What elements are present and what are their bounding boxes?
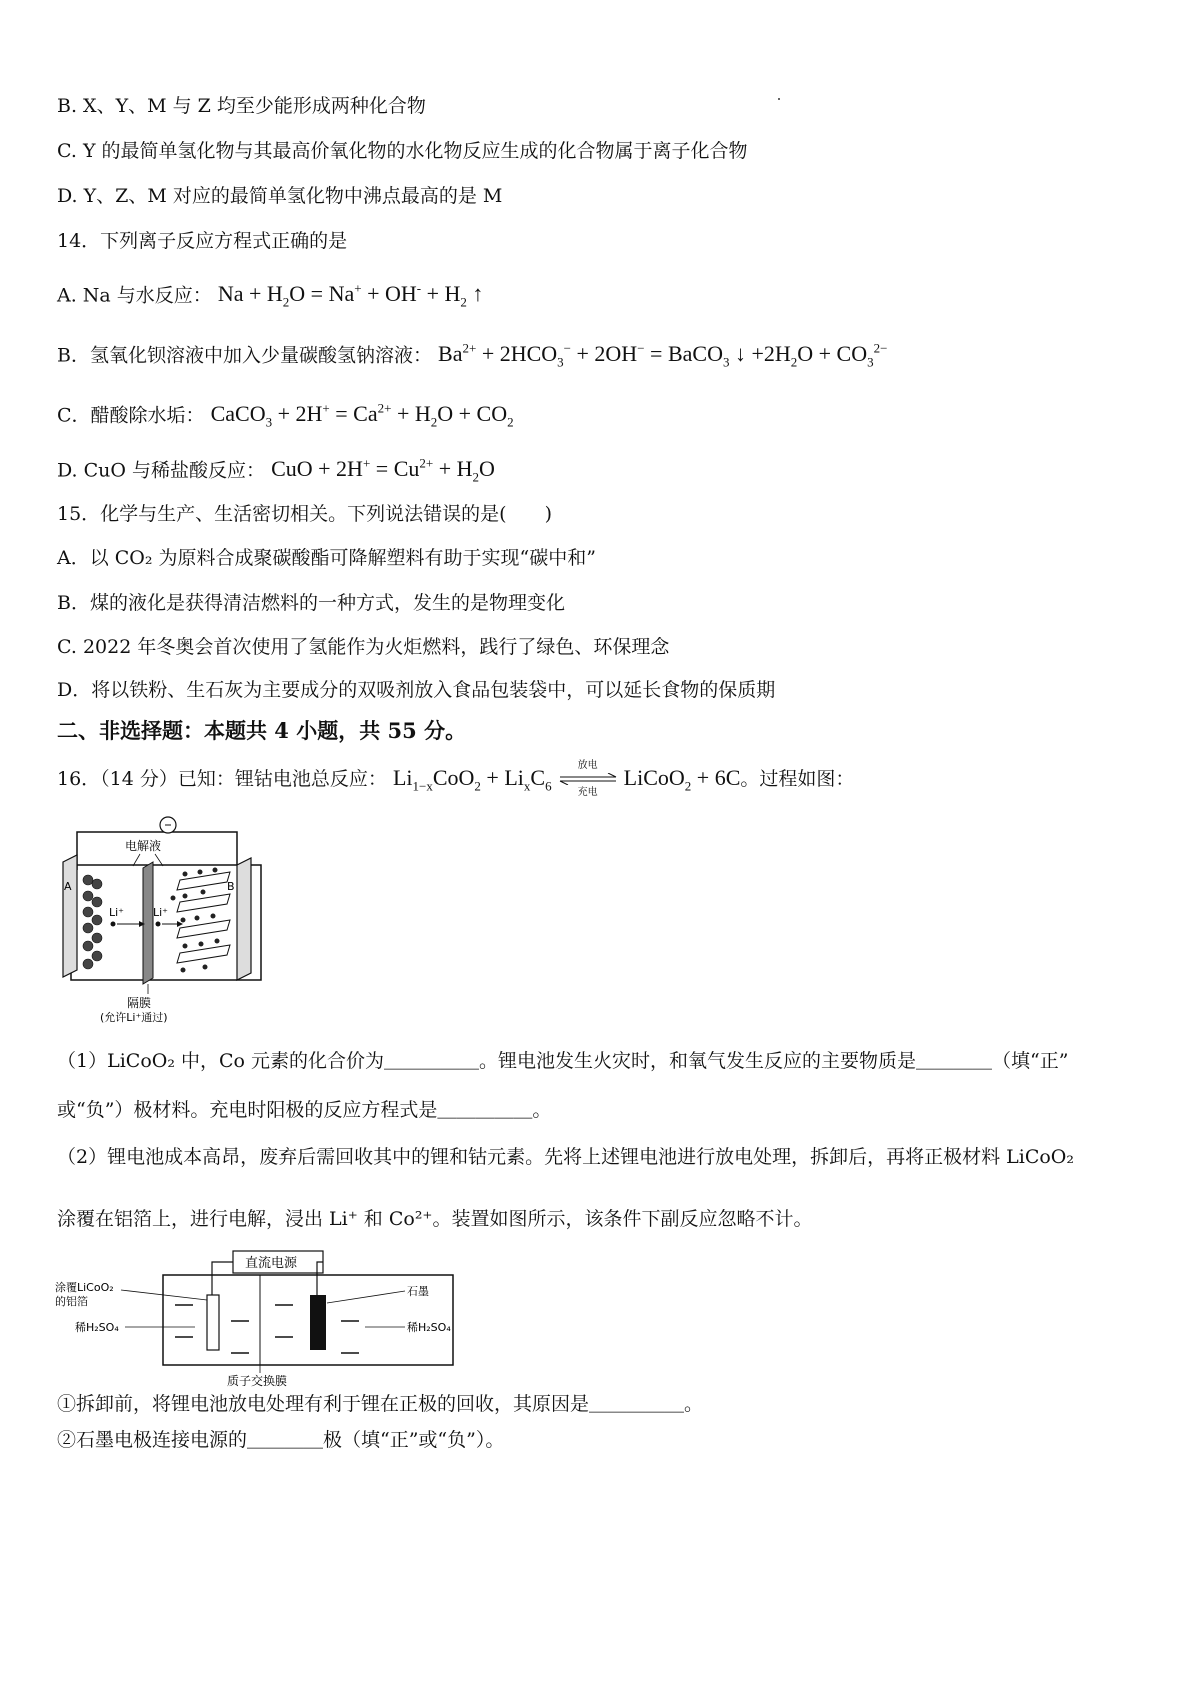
graphite-label: 石墨 [407,1285,429,1298]
q14-option-b [57,336,887,376]
cathode-lattice [83,875,102,969]
left-label-2: 的铝箔 [55,1295,88,1308]
equilibrium-arrow-icon [558,773,618,785]
electrode-a [63,855,77,977]
electrolysis-diagram [55,1245,475,1390]
q13-option-c: C. Y 的最简单氢化物与其最高价氧化物的水化物反应生成的化合物属于离子化合物 [57,140,748,162]
q15-option-b: B．煤的液化是获得清洁燃料的一种方式，发生的是物理变化 [57,592,565,614]
electrode-b-label: B [227,880,235,893]
q16-intro-suffix: 。过程如图： [740,768,855,790]
arrow-top-label: 放电 [577,760,598,771]
reversible-arrow [558,760,618,800]
power-label: 直流电源 [245,1256,298,1271]
q16-part1-line2: 或“负”）极材料。充电时阳极的反应方程式是＿＿＿＿＿。 [57,1099,552,1121]
q15-stem: 15．化学与生产、生活密切相关。下列说法错误的是( ) [57,503,553,525]
q16-part2-line1: （2）锂电池成本高昂，废弃后需回收其中的锂和钴元素。先将上述锂电池进行放电处理，拆卸后，再将正极材料 LiCoO₂ [57,1146,1074,1168]
arrow-bottom-label: 充电 [577,787,598,798]
q14-option-a [57,276,483,316]
q16-part2-line2: 涂覆在铝箔上，进行电解，浸出 Li⁺ 和 Co²⁺。装置如图所示，该条件下副反应忽略不计。 [57,1208,813,1230]
scan-speck [778,98,780,100]
electrolyte-label: 电解液 [125,839,162,853]
q14-a-prefix: A. Na 与水反应： [57,284,212,307]
q16-sub2: ②石墨电极连接电源的＿＿＿＿极（填“正”或“负”）。 [57,1429,505,1451]
q14-b-equation: $Ba^{2+} + 2HCO_3^- + 2OH^-$ = BaCO$_3$ ↓ $+2H_2O + CO_3^{2-}$ [438,341,888,370]
q14-c-prefix: C．醋酸除水垢： [57,404,205,427]
q16-total-reaction-left: $Li_{1-x}CoO_2 + Li_xC_6$ [392,765,552,794]
q15-option-a: A．以 CO₂ 为原料合成聚碳酸酯可降解塑料有助于实现“碳中和” [57,547,596,569]
electrode-b [237,858,251,980]
li-ion-left-label: Li⁺ [109,906,124,919]
q14-option-c [57,396,514,436]
anode-layers [177,872,230,963]
q14-d-prefix: D. CuO 与稀盐酸反应： [57,459,266,482]
aluminum-foil-electrode [207,1295,219,1350]
q14-stem: 14．下列离子反应方程式正确的是 [57,230,348,252]
q16-total-reaction-right: LiCoO$_2$ + 6C [623,765,741,794]
q14-d-equation: CuO + $2H^+ = Cu^{2+} + H_2O$ [271,456,495,485]
left-label-1: 涂覆LiCoO₂ [55,1281,114,1294]
right-acid-label: 稀H₂SO₄ [407,1321,451,1334]
electrode-a-label: A [64,880,72,893]
q14-c-equation: CaCO$_3$ + $2H^+ = Ca^{2+} + H_2O + CO_2$ [210,401,514,430]
q16-intro-prefix: 16．（14 分）已知：锂钴电池总反应： [57,768,387,790]
separator [143,862,153,984]
proton-membrane-label: 质子交换膜 [227,1374,288,1388]
q16-intro [57,758,854,806]
q16-part1-line1: （1）LiCoO₂ 中，Co 元素的化合价为＿＿＿＿＿。锂电池发生火灾时，和氧气发生反应的主要物质是＿＿＿＿（填“正” [57,1050,1069,1072]
membrane-label: 隔膜 [127,996,152,1010]
left-acid-label: 稀H₂SO₄ [75,1321,119,1334]
solution-dashes [175,1305,359,1353]
q14-a-equation: $Na + H_2O = Na^+ + OH^- + H_2$ ↑ [217,281,484,310]
li-ion-right-label: Li⁺ [153,906,168,919]
membrane-note: (允许Li⁺通过) [100,1011,168,1024]
q16-sub1: ①拆卸前，将锂电池放电处理有利于锂在正极的回收，其原因是＿＿＿＿＿。 [57,1393,704,1415]
q14-b-prefix: B．氢氧化钡溶液中加入少量碳酸氢钠溶液： [57,344,432,367]
q13-option-d: D. Y、Z、M 对应的最简单氢化物中沸点最高的是 M [57,185,503,207]
q15-option-c: C. 2022 年冬奥会首次使用了氢能作为火炬燃料，践行了绿色、环保理念 [57,636,670,658]
battery-diagram [55,810,275,1025]
q14-option-d [57,451,495,491]
q15-option-d: D．将以铁粉、生石灰为主要成分的双吸剂放入食品包装袋中，可以延长食物的保质期 [57,679,776,701]
q13-option-b: B. X、Y、M 与 Z 均至少能形成两种化合物 [57,95,426,117]
graphite-electrode [310,1295,326,1350]
section-heading: 二、非选择题：本题共 4 小题，共 55 分。 [57,718,467,743]
